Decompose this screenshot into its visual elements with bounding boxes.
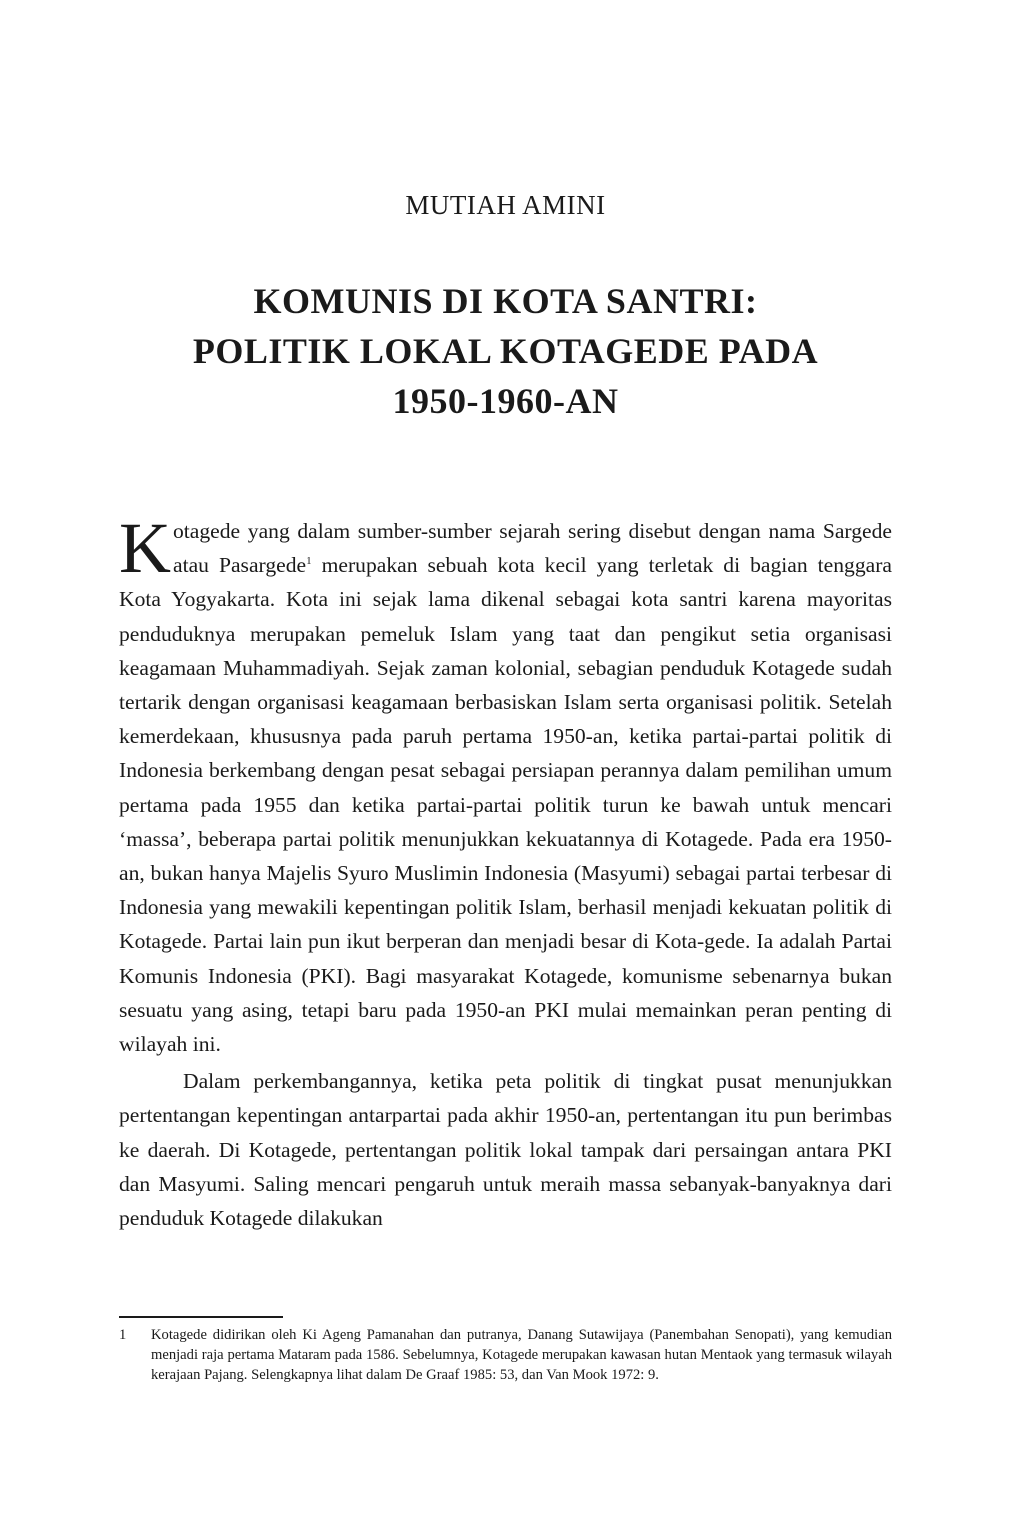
paragraph-1 [119,508,892,1061]
footnote [119,1325,892,1385]
footnote-divider [119,1316,283,1318]
title-line-3: 1950-1960-AN [392,381,619,421]
title-line-1: KOMUNIS DI KOTA SANTRI: [253,281,758,321]
body-text [119,508,892,1235]
author-name: MUTIAH AMINI [405,190,606,220]
footnote-number: 1 [119,1327,127,1343]
drop-cap: K [119,508,171,588]
title-line-2: POLITIK LOKAL KOTAGEDE PADA [192,331,819,371]
footnote-text: Kotagede didirikan oleh Ki Ageng Pamanahan dan putranya, Danang Sutawijaya (Panembahan Senopati), yang kemudian menjadi raja pertama Mataram pada 1586. Sebelumnya, Kotagede merupakan kawasan hutan Mentaok yang termasuk wilayah kerajaan Pajang. Selengkapnya lihat dalam De Graaf 1985: 53, dan Van Mook 1972: 9. [151,1327,892,1383]
paragraph-2: Dalam perkembangannya, ketika peta politik di tingkat pusat menunjukkan pertentangan kepentingan antarpartai pada akhir 1950-an, pertentangan itu pun berimbas ke daerah. Di Kotagede, pertentangan politik lokal tampak dari persaingan antara PKI dan Masyumi. Saling mencari pengaruh untuk meraih massa sebanyak-banyaknya dari penduduk Kotagede dilakukan [119,1069,892,1231]
paragraph-1-start: otagede yang dalam sumber-sumber sejarah sering disebut dengan nama Sargede atau Pasargede [173,519,892,578]
paragraph-1-rest: merupakan sebuah kota kecil yang terletak di bagian tenggara Kota Yogyakarta. Kota ini sejak lama dikenal sebagai kota santri karena mayoritas penduduknya merupakan pemeluk Islam yang taat dan pengikut setia organisasi keagamaan Muhammadiyah. Sejak zaman kolonial, sebagian penduduk Kotagede sudah tertarik dengan organisasi keagamaan berbasiskan Islam serta organisasi politik. Setelah kemerdekaan, khususnya pada paruh pertama 1950-an, ketika partai-partai politik di Indonesia berkembang dengan pesat sebagai persiapan perannya dalam pemilihan umum pertama pada 1955 dan ketika partai-partai politik turun ke bawah untuk mencari ‘massa’, beberapa partai politik menunjukkan kekuatannya di Kotagede. Pada era 1950-an, bukan hanya Majelis Syuro Muslimin Indonesia (Masyumi) sebagai partai terbesar di Indonesia yang mewakili kepentingan politik Islam, berhasil menjadi kekuatan politik di Kotagede. Partai lain pun ikut berperan dan menjadi besar di Kota-gede. Ia adalah Partai Komunis Indonesia (PKI). Bagi masyarakat Kotagede, komunisme sebenarnya bukan sesuatu yang asing, tetapi baru pada 1950-an PKI mulai memainkan peran penting di wilayah ini. [119,553,892,1057]
footnote-reference[interactable]: 1 [306,555,312,568]
chapter-title [100,276,911,426]
